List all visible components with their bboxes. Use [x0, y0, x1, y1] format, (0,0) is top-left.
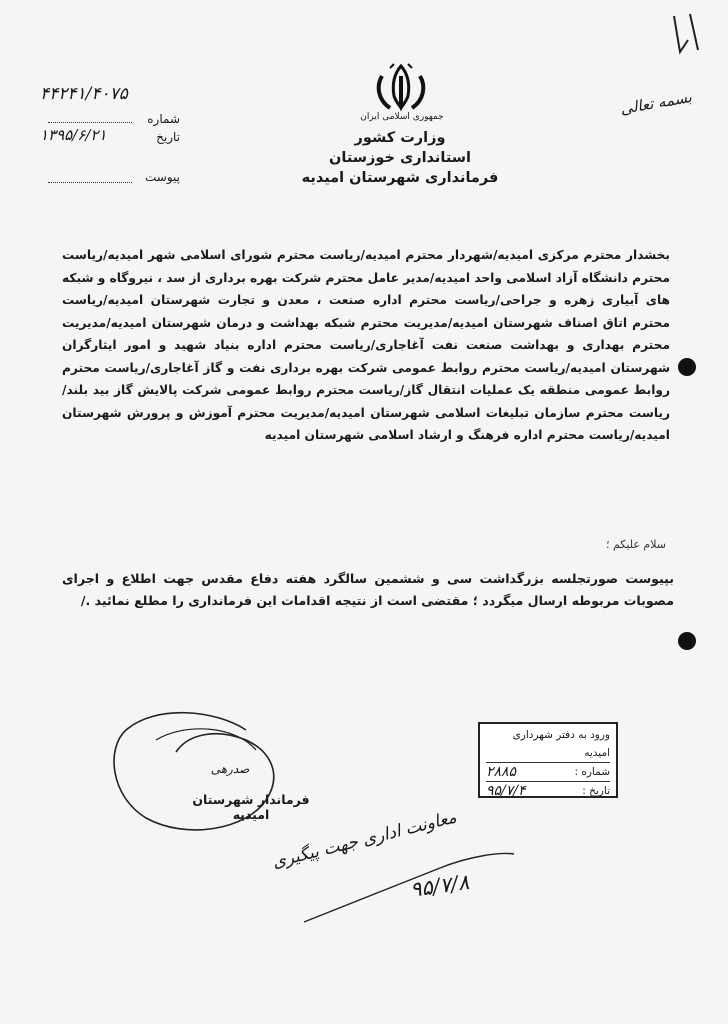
- governorate-title: فرمانداری شهرستان امیدیه: [301, 170, 499, 186]
- number-dotted-line: [48, 122, 132, 123]
- date-label: تاریخ: [156, 130, 180, 144]
- attachment-field: [40, 170, 180, 188]
- iran-emblem-icon: [370, 62, 432, 114]
- punch-hole: [678, 632, 696, 650]
- stamp-date-row: [486, 782, 610, 800]
- handwritten-date: ۹۵/۷/۸: [408, 869, 471, 903]
- number-label: شماره: [147, 112, 180, 126]
- stamp-number-label: شماره :: [574, 766, 610, 778]
- addressee-list: بخشدار محترم مرکزی امیدیه/شهردار محترم امیدیه/ریاست محترم شورای اسلامی شهر امیدیه/ریاست محترم دانشگاه آزاد اسلامی واحد امیدیه/مدیر عامل محترم شرکت بهره برداری از سد ، نیروگاه و شبکه های آبیاری زهره و جراحی/ریاست محترم اداره صنعت ، معدن و تجارت شهرستان امیدیه/ریاست محترم اتاق اصناف شهرستان امیدیه/مدیریت محترم شبکه بهداشت و درمان شهرستان امیدیه/مدیریت محترم بهداری و بهداشت صنعت نفت آغاجاری/ریاست محترم اداره بنیاد شهید و امور ایثارگران شهرستان امیدیه/ریاست محترم روابط عمومی شرکت بهره برداری نفت و گاز آغاجاری/ریاست محترم روابط عمومی منطقه یک عملیات انتقال گاز/ریاست محترم روابط عمومی شرکت پالایش گاز بید بلند/ریاست محترم سازمان تبلیغات اسلامی شهرستان امیدیه/مدیریت محترم آموزش و پرورش شهرستان امیدیه/ریاست محترم اداره فرهنگ و ارشاد اسلامی شهرستان امیدیه: [62, 248, 670, 442]
- date-value: ۱۳۹۵/۶/۲۱: [40, 126, 107, 144]
- stamp-date-value: ۹۵/۷/۴: [486, 783, 526, 799]
- attachment-label: پیوست: [145, 170, 180, 184]
- signatory-title: فرماندار شهرستان امیدیه: [192, 792, 310, 822]
- number-value: ۴۴۲۴۱/۴۰۷۵: [40, 84, 128, 104]
- ministry-title: وزارت کشور: [354, 130, 446, 146]
- emblem-caption: جمهوری اسلامی ایران: [360, 112, 444, 122]
- attachment-dotted-line: [48, 182, 132, 183]
- stamp-title: ورود به دفتر شهرداری امیدیه: [512, 729, 610, 759]
- signatory-name: صدرهی: [210, 762, 250, 776]
- handwritten-stroke-icon: [300, 848, 520, 928]
- corner-mark: بسمه تعالی: [618, 87, 694, 119]
- letter-body: بپیوست صورتجلسه بزرگداشت سی و ششمین سالگرد هفته دفاع مقدس جهت اطلاع و اجرای مصوبات مربوطه ارسال میگردد ؛ مقتضی است از نتیجه اقدامات این فرمانداری را مطلع نمائید ./: [62, 571, 674, 608]
- stamp-number-value: ۲۸۸۵: [486, 764, 517, 780]
- punch-hole: [678, 358, 696, 376]
- province-title: استانداری خوزستان: [329, 150, 471, 166]
- receipt-stamp: [478, 722, 618, 798]
- date-field: [40, 128, 180, 148]
- corner-check-icon: [666, 10, 706, 58]
- handwritten-referral-note: معاونت اداری جهت پیگیری: [270, 807, 459, 873]
- stamp-title-row: [486, 726, 610, 763]
- stamp-number-row: [486, 763, 610, 782]
- letter-heading: [290, 128, 510, 188]
- greeting: سلام علیکم ؛: [605, 538, 666, 551]
- stamp-date-label: تاریخ :: [582, 785, 610, 797]
